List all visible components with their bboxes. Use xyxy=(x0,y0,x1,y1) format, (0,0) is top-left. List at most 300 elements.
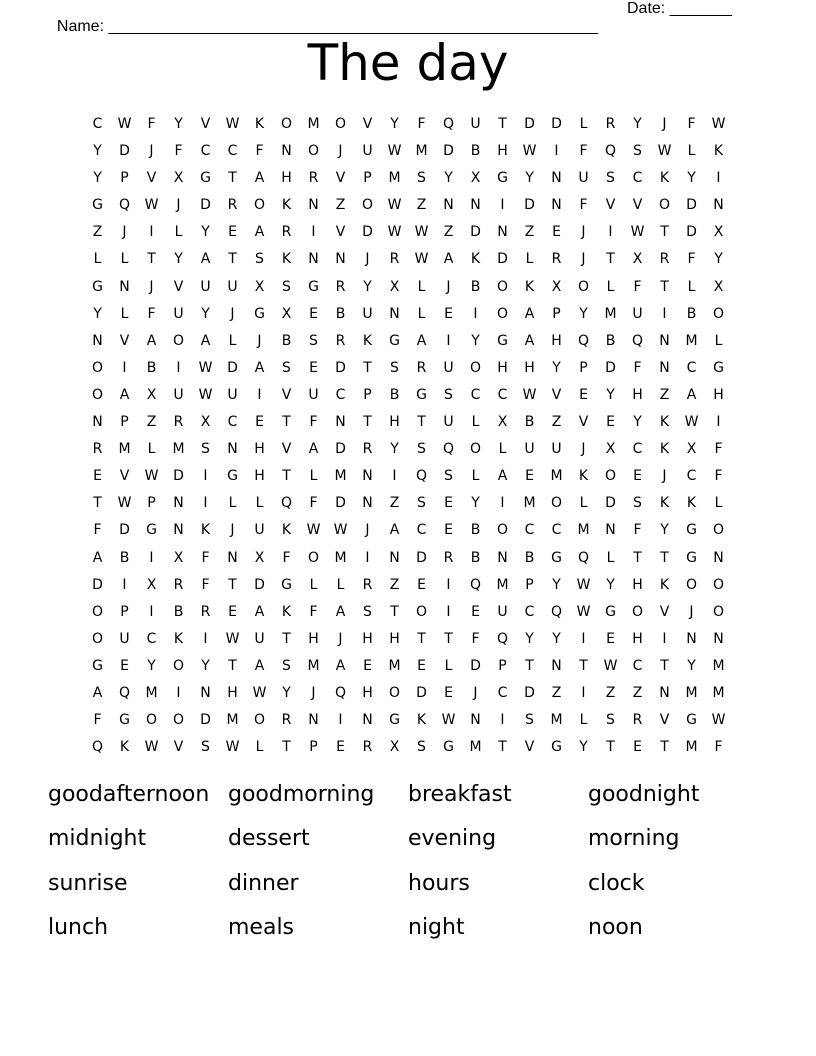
grid-letter: C xyxy=(632,170,643,187)
grid-letter: E xyxy=(309,305,318,322)
grid-letter: K xyxy=(659,576,670,593)
grid-letter: B xyxy=(173,603,184,620)
grid-letter: I xyxy=(446,576,451,593)
grid-letter: V xyxy=(281,441,292,458)
grid-letter: Z xyxy=(335,197,346,214)
grid-letter: T xyxy=(93,495,102,512)
grid-letter: W xyxy=(117,116,132,132)
grid-letter: S xyxy=(417,495,426,512)
grid-letter: A xyxy=(119,386,130,403)
grid-letter: S xyxy=(444,468,453,485)
grid-letter: Y xyxy=(579,305,588,322)
grid-letter: N xyxy=(470,712,481,729)
grid-letter: Q xyxy=(91,739,104,756)
grid-letter: Y xyxy=(147,657,156,674)
grid-letter: Y xyxy=(660,522,669,539)
grid-letter: M xyxy=(685,332,698,349)
grid-letter: N xyxy=(497,224,508,241)
grid-letter: Q xyxy=(577,549,590,566)
grid-letter: W xyxy=(441,712,456,729)
grid-letter: V xyxy=(119,468,130,485)
grid-letter: Y xyxy=(174,251,183,268)
grid-letter: P xyxy=(525,576,534,593)
grid-letter: H xyxy=(227,684,238,701)
grid-letter: E xyxy=(120,657,129,674)
grid-letter: C xyxy=(551,522,562,539)
grid-letter: N xyxy=(92,332,103,349)
grid-letter: D xyxy=(686,224,697,241)
grid-letter: W xyxy=(387,143,402,160)
grid-letter: V xyxy=(281,386,292,403)
grid-letter: G xyxy=(92,197,103,214)
grid-letter: D xyxy=(119,522,130,539)
grid-letter: T xyxy=(498,116,507,132)
grid-letter: L xyxy=(309,468,318,485)
grid-letter: U xyxy=(578,170,589,187)
grid-letter: C xyxy=(497,684,508,701)
grid-letter: L xyxy=(228,495,237,512)
grid-letter: Q xyxy=(118,197,131,214)
grid-letter: O xyxy=(550,495,563,512)
grid-letter: R xyxy=(281,712,292,729)
grid-letter: J xyxy=(662,468,667,485)
grid-letter: O xyxy=(712,305,725,322)
grid-letter: C xyxy=(632,657,643,674)
grid-letter: O xyxy=(712,576,725,593)
grid-letter: W xyxy=(117,495,132,512)
grid-letter: U xyxy=(227,386,238,403)
grid-letter: M xyxy=(550,468,563,485)
grid-letter: R xyxy=(200,603,211,620)
grid-letter: E xyxy=(606,630,615,647)
grid-letter: G xyxy=(389,332,400,349)
grid-letter: G xyxy=(92,657,103,674)
grid-letter: G xyxy=(416,386,427,403)
grid-letter: C xyxy=(497,386,508,403)
grid-letter: O xyxy=(334,116,347,132)
grid-letter: O xyxy=(172,657,185,674)
grid-letter: M xyxy=(469,739,482,756)
grid-letter: M xyxy=(226,712,239,729)
grid-letter: O xyxy=(469,359,482,376)
grid-letter: E xyxy=(471,603,480,620)
grid-letter: P xyxy=(120,170,129,187)
grid-letter: E xyxy=(552,224,561,241)
grid-letter: U xyxy=(119,630,130,647)
grid-letter: Y xyxy=(201,224,210,241)
grid-letter: H xyxy=(254,441,265,458)
grid-letter: S xyxy=(201,441,210,458)
grid-letter: N xyxy=(308,712,319,729)
grid-letter: U xyxy=(173,386,184,403)
grid-letter: W xyxy=(414,224,429,241)
grid-letter: U xyxy=(254,630,265,647)
grid-letter: Q xyxy=(280,495,293,512)
grid-letter: R xyxy=(173,414,184,431)
grid-letter: S xyxy=(606,712,615,729)
grid-letter: K xyxy=(713,143,724,160)
grid-letter: Q xyxy=(496,630,509,647)
grid-letter: I xyxy=(122,359,127,376)
grid-letter: Y xyxy=(471,495,480,512)
grid-letter: Z xyxy=(443,224,454,241)
grid-letter: Z xyxy=(146,414,157,431)
grid-letter: T xyxy=(390,603,399,620)
grid-letter: O xyxy=(307,143,320,160)
grid-letter: V xyxy=(632,197,643,214)
grid-letter: O xyxy=(604,468,617,485)
grid-letter: C xyxy=(632,441,643,458)
grid-letter: V xyxy=(551,386,562,403)
grid-letter: M xyxy=(550,712,563,729)
grid-letter: Y xyxy=(579,739,588,756)
grid-letter: G xyxy=(713,359,724,376)
grid-letter: R xyxy=(227,197,238,214)
grid-letter: N xyxy=(551,170,562,187)
grid-letter: F xyxy=(309,414,318,431)
grid-letter: F xyxy=(417,116,426,132)
grid-letter: S xyxy=(363,603,372,620)
grid-letter: N xyxy=(227,441,238,458)
grid-letter: A xyxy=(308,441,319,458)
grid-letter: M xyxy=(496,576,509,593)
grid-letter: S xyxy=(417,170,426,187)
grid-letter: I xyxy=(176,684,181,701)
grid-letter: Q xyxy=(118,684,131,701)
grid-letter: A xyxy=(335,603,346,620)
grid-letter: G xyxy=(686,549,697,566)
grid-letter: Q xyxy=(442,441,455,458)
grid-letter: D xyxy=(92,576,103,593)
grid-letter: D xyxy=(335,441,346,458)
grid-letter: D xyxy=(335,495,346,512)
grid-letter: L xyxy=(444,657,453,674)
grid-letter: D xyxy=(686,197,697,214)
grid-letter: J xyxy=(230,305,235,322)
grid-letter: I xyxy=(149,224,154,241)
grid-letter: I xyxy=(149,549,154,566)
grid-letter: H xyxy=(524,359,535,376)
word-bank-item: goodmorning xyxy=(228,782,375,807)
grid-letter: N xyxy=(659,684,670,701)
word-bank xyxy=(48,773,768,950)
grid-letter: V xyxy=(335,224,346,241)
grid-letter: O xyxy=(496,522,509,539)
name-field: Name: _______________________________________________________ xyxy=(56,18,598,35)
grid-letter: E xyxy=(228,224,237,241)
grid-letter: L xyxy=(471,468,480,485)
grid-letter: X xyxy=(551,278,562,295)
grid-letter: C xyxy=(524,603,535,620)
grid-letter: U xyxy=(524,441,535,458)
grid-letter: S xyxy=(201,739,210,756)
grid-letter: L xyxy=(687,278,696,295)
grid-letter: O xyxy=(496,278,509,295)
grid-letter: P xyxy=(120,414,129,431)
grid-letter: T xyxy=(282,739,291,756)
grid-letter: W xyxy=(144,197,159,214)
grid-letter: E xyxy=(444,305,453,322)
grid-letter: U xyxy=(551,441,562,458)
grid-letter: Y xyxy=(552,359,561,376)
grid-letter: P xyxy=(120,603,129,620)
grid-letter: T xyxy=(417,630,426,647)
grid-letter: K xyxy=(362,332,373,349)
grid-letter: O xyxy=(712,603,725,620)
grid-letter: A xyxy=(254,603,265,620)
grid-letter: G xyxy=(146,522,157,539)
grid-letter: L xyxy=(606,278,615,295)
grid-letter: B xyxy=(146,359,157,376)
grid-letter: I xyxy=(581,630,586,647)
grid-letter: E xyxy=(633,739,642,756)
grid-letter: V xyxy=(659,712,670,729)
grid-letter: F xyxy=(633,278,642,295)
grid-letter: L xyxy=(687,143,696,160)
grid-letter: D xyxy=(200,712,211,729)
grid-letter: K xyxy=(281,522,292,539)
grid-letter: F xyxy=(309,495,318,512)
grid-letter: Z xyxy=(389,576,400,593)
grid-letter: X xyxy=(146,576,157,593)
grid-letter: L xyxy=(579,116,588,132)
grid-letter: Y xyxy=(687,170,696,187)
grid-letter: W xyxy=(225,630,240,647)
grid-letter: N xyxy=(713,630,724,647)
grid-letter: L xyxy=(120,305,129,322)
grid-letter: G xyxy=(227,468,238,485)
grid-letter: Y xyxy=(687,657,696,674)
grid-letter: C xyxy=(524,522,535,539)
grid-letter: L xyxy=(714,332,723,349)
grid-letter: T xyxy=(660,549,669,566)
grid-letter: N xyxy=(443,197,454,214)
word-bank-item: hours xyxy=(408,870,470,896)
grid-letter: G xyxy=(551,549,562,566)
grid-letter: T xyxy=(606,739,615,756)
grid-letter: Y xyxy=(174,116,183,132)
grid-letter: I xyxy=(122,576,127,593)
grid-letter: C xyxy=(92,116,103,132)
grid-letter: D xyxy=(497,251,508,268)
grid-letter: V xyxy=(659,603,670,620)
grid-letter: R xyxy=(173,576,184,593)
grid-letter: A xyxy=(92,684,103,701)
grid-letter: S xyxy=(282,278,291,295)
grid-letter: E xyxy=(255,414,264,431)
grid-letter: T xyxy=(282,630,291,647)
grid-letter: D xyxy=(227,359,238,376)
grid-letter: Z xyxy=(605,684,616,701)
grid-letter: F xyxy=(309,603,318,620)
grid-letter: X xyxy=(173,549,184,566)
grid-letter: V xyxy=(200,116,211,132)
grid-letter: N xyxy=(92,414,103,431)
grid-letter: B xyxy=(335,305,346,322)
grid-letter: M xyxy=(388,657,401,674)
grid-letter: P xyxy=(363,386,372,403)
grid-letter: F xyxy=(687,251,696,268)
grid-letter: M xyxy=(712,684,725,701)
grid-letter: W xyxy=(414,251,429,268)
grid-letter: K xyxy=(659,495,670,512)
grid-letter: M xyxy=(334,468,347,485)
grid-letter: G xyxy=(308,278,319,295)
grid-letter: H xyxy=(497,143,508,160)
grid-letter: T xyxy=(363,414,372,431)
grid-letter: I xyxy=(500,712,505,729)
grid-letter: W xyxy=(522,386,537,403)
grid-letter: X xyxy=(686,441,697,458)
grid-letter: S xyxy=(444,386,453,403)
grid-letter: A xyxy=(389,522,400,539)
grid-letter: T xyxy=(525,657,534,674)
word-bank-item: breakfast xyxy=(408,782,512,807)
grid-letter: H xyxy=(497,359,508,376)
grid-letter: E xyxy=(444,495,453,512)
grid-letter: P xyxy=(363,170,372,187)
grid-letter: M xyxy=(577,522,590,539)
grid-letter: N xyxy=(227,549,238,566)
grid-letter: H xyxy=(254,468,265,485)
grid-letter: Z xyxy=(659,386,670,403)
grid-letter: I xyxy=(473,305,478,322)
grid-letter: L xyxy=(255,495,264,512)
grid-letter: G xyxy=(497,332,508,349)
grid-letter: K xyxy=(281,603,292,620)
grid-letter: I xyxy=(338,712,343,729)
grid-letter: Q xyxy=(334,684,347,701)
grid-letter: F xyxy=(579,197,588,214)
grid-letter: W xyxy=(630,224,645,241)
grid-letter: Q xyxy=(577,332,590,349)
grid-letter: C xyxy=(200,143,211,160)
grid-letter: F xyxy=(93,712,102,729)
grid-letter: L xyxy=(579,712,588,729)
grid-letter: K xyxy=(659,170,670,187)
grid-letter: Z xyxy=(389,495,400,512)
grid-letter: P xyxy=(579,359,588,376)
grid-letter: N xyxy=(119,278,130,295)
grid-letter: F xyxy=(93,522,102,539)
grid-letter: A xyxy=(524,305,535,322)
grid-letter: I xyxy=(203,495,208,512)
grid-letter: X xyxy=(605,441,616,458)
grid-letter: A xyxy=(335,657,346,674)
grid-letter: M xyxy=(334,549,347,566)
grid-letter: S xyxy=(417,441,426,458)
grid-letter: D xyxy=(416,549,427,566)
grid-letter: L xyxy=(147,441,156,458)
grid-letter: C xyxy=(335,386,346,403)
grid-letter: F xyxy=(282,549,291,566)
grid-letter: P xyxy=(147,495,156,512)
grid-letter: Y xyxy=(93,143,102,160)
grid-letter: O xyxy=(253,712,266,729)
grid-letter: N xyxy=(200,684,211,701)
grid-letter: J xyxy=(365,251,370,268)
grid-letter: R xyxy=(362,576,373,593)
grid-letter: Y xyxy=(282,684,291,701)
grid-letter: I xyxy=(662,630,667,647)
grid-letter: T xyxy=(660,657,669,674)
grid-letter: V xyxy=(173,278,184,295)
grid-letter: Z xyxy=(632,684,643,701)
grid-letter: W xyxy=(387,224,402,241)
grid-letter: T xyxy=(417,414,426,431)
grid-letter: D xyxy=(254,576,265,593)
grid-letter: X xyxy=(389,278,400,295)
grid-letter: I xyxy=(446,603,451,620)
grid-letter: U xyxy=(632,305,643,322)
grid-letter: Z xyxy=(551,684,562,701)
grid-letter: W xyxy=(198,359,213,376)
grid-letter: Y xyxy=(525,630,534,647)
grid-letter: R xyxy=(281,224,292,241)
grid-letter: O xyxy=(91,603,104,620)
grid-letter: K xyxy=(416,712,427,729)
grid-letter: F xyxy=(471,630,480,647)
grid-letter: E xyxy=(93,468,102,485)
grid-letter: Q xyxy=(442,116,455,132)
grid-letter: G xyxy=(686,522,697,539)
grid-letter: F xyxy=(147,305,156,322)
grid-letter: A xyxy=(497,468,508,485)
grid-letter: G xyxy=(200,170,211,187)
grid-letter: Y xyxy=(633,116,642,132)
grid-letter: M xyxy=(388,170,401,187)
grid-letter: W xyxy=(225,739,240,756)
grid-letter: Q xyxy=(469,576,482,593)
grid-letter: H xyxy=(551,332,562,349)
grid-letter: U xyxy=(362,305,373,322)
grid-letter: X xyxy=(497,414,508,431)
grid-letter: I xyxy=(554,143,559,160)
grid-letter: E xyxy=(336,739,345,756)
grid-letter: G xyxy=(389,712,400,729)
grid-letter: C xyxy=(470,386,481,403)
grid-letter: A xyxy=(92,549,103,566)
grid-letter: A xyxy=(443,251,454,268)
grid-letter: I xyxy=(203,630,208,647)
grid-letter: B xyxy=(605,332,616,349)
grid-letter: D xyxy=(605,495,616,512)
grid-letter: S xyxy=(309,332,318,349)
grid-letter: L xyxy=(714,495,723,512)
grid-letter: G xyxy=(497,170,508,187)
grid-letter: R xyxy=(362,441,373,458)
word-bank-item: midnight xyxy=(48,826,147,852)
grid-letter: R xyxy=(335,332,346,349)
grid-letter: D xyxy=(119,143,130,160)
grid-letter: O xyxy=(685,576,698,593)
grid-letter: X xyxy=(146,386,157,403)
grid-letter: W xyxy=(225,116,240,132)
grid-letter: D xyxy=(362,224,373,241)
grid-letter: J xyxy=(662,116,667,132)
grid-letter: I xyxy=(608,224,613,241)
grid-letter: G xyxy=(551,739,562,756)
grid-letter: T xyxy=(660,278,669,295)
grid-letter: O xyxy=(253,197,266,214)
word-bank-item: night xyxy=(408,914,465,940)
grid-letter: K xyxy=(470,251,481,268)
grid-letter: Z xyxy=(416,197,427,214)
grid-letter: P xyxy=(552,305,561,322)
grid-letter: L xyxy=(120,251,129,268)
grid-letter: H xyxy=(713,386,724,403)
grid-letter: U xyxy=(308,386,319,403)
